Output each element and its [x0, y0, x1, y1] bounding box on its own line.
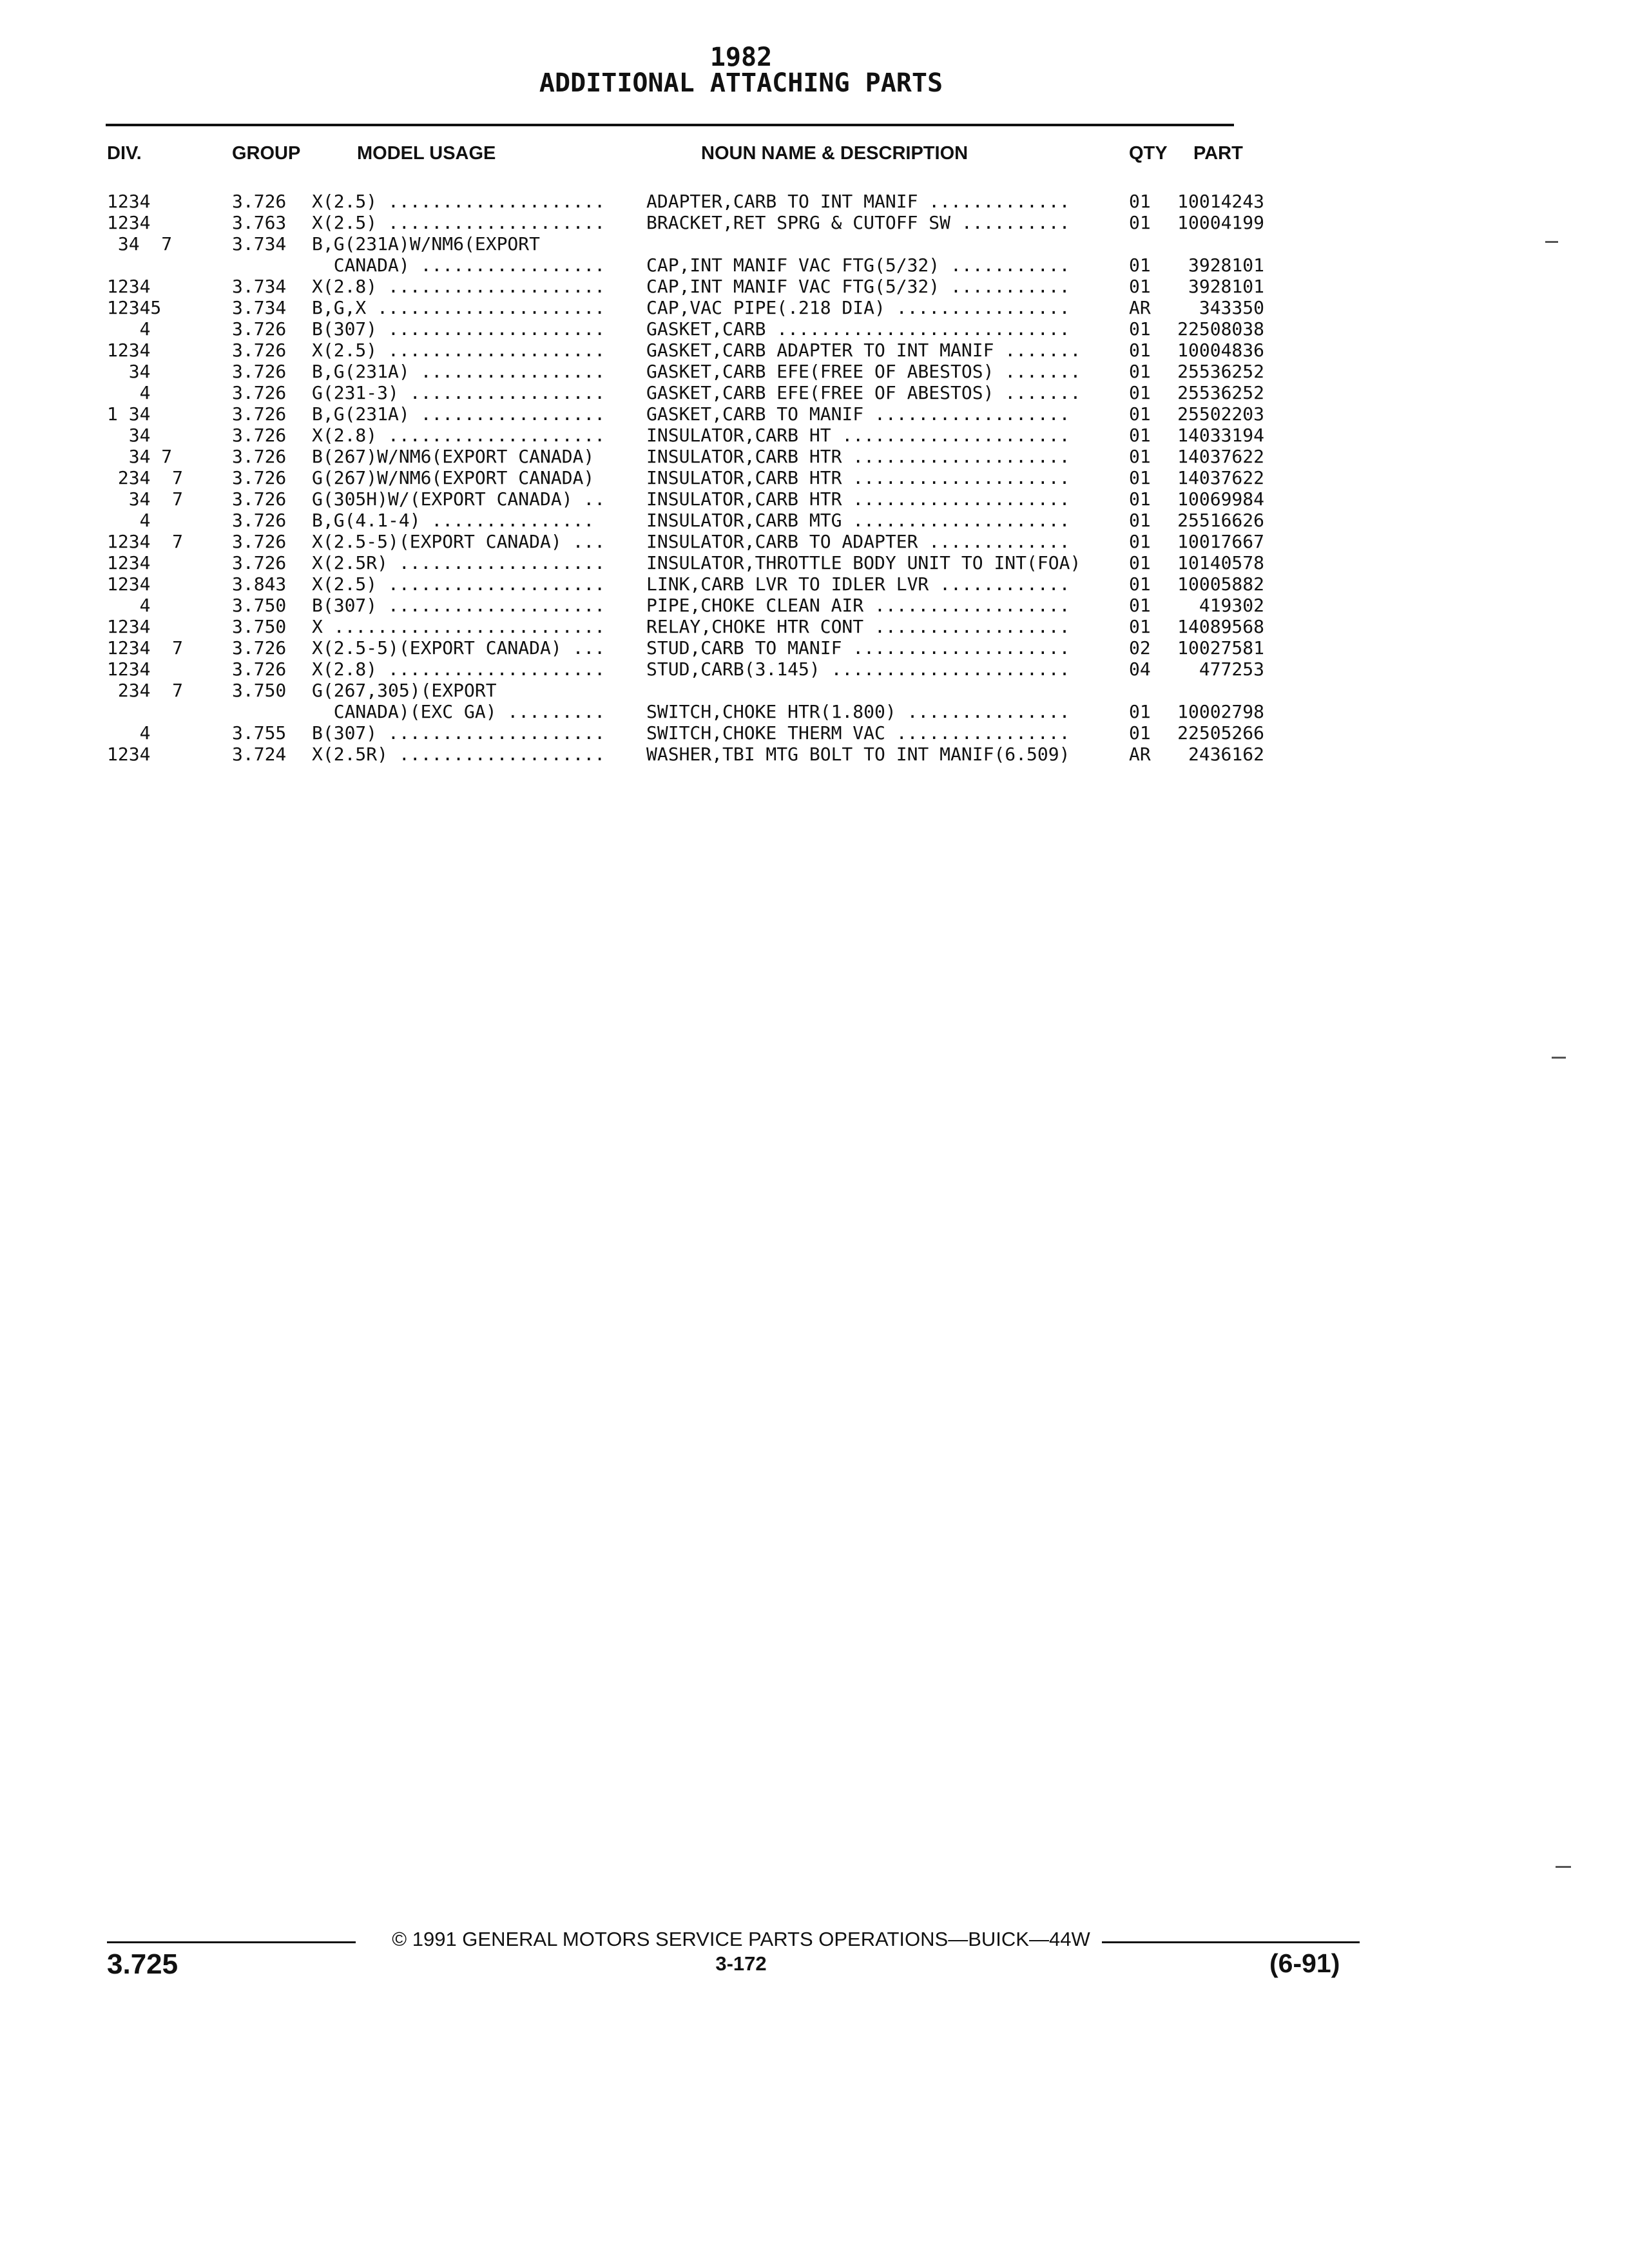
model-usage-cell: X(2.5-5)(EXPORT CANADA) ... — [312, 637, 606, 658]
part-number-cell: 10002798 — [1177, 701, 1264, 722]
table-row — [0, 318, 1353, 340]
model-usage-cell: X(2.5R) ................... — [312, 744, 606, 765]
part-number-cell: 10014243 — [1177, 191, 1264, 212]
part-number-cell: 3928101 — [1188, 276, 1264, 297]
qty-cell: 01 — [1129, 446, 1151, 467]
qty-cell: 01 — [1129, 191, 1151, 212]
part-number-cell: 10140578 — [1177, 552, 1264, 573]
model-usage-cell: B(267)W/NM6(EXPORT CANADA) — [312, 446, 595, 467]
description-cell: PIPE,CHOKE CLEAN AIR .................. — [646, 595, 1070, 616]
group-cell: 3.726 — [232, 361, 287, 382]
group-cell: 3.726 — [232, 425, 287, 446]
model-usage-cell: X(2.5R) ................... — [312, 552, 606, 573]
description-cell: INSULATOR,CARB HTR .................... — [646, 467, 1070, 488]
group-cell: 3.750 — [232, 680, 287, 701]
div-cell: 34 7 — [107, 446, 173, 467]
div-cell: 1234 7 — [107, 637, 184, 658]
div-cell: 1234 — [107, 744, 151, 765]
table-row — [0, 744, 1353, 765]
model-usage-cell: B(307) .................... — [312, 595, 606, 616]
table-row — [0, 616, 1353, 637]
qty-cell: 01 — [1129, 510, 1151, 531]
part-number-cell: 22508038 — [1177, 318, 1264, 340]
column-header-div: DIV. — [107, 143, 142, 164]
group-cell: 3.763 — [232, 212, 287, 233]
part-number-cell: 25502203 — [1177, 403, 1264, 425]
table-row — [0, 340, 1353, 361]
div-cell: 34 7 — [107, 233, 173, 255]
qty-cell: 01 — [1129, 616, 1151, 637]
qty-cell: 01 — [1129, 595, 1151, 616]
qty-cell: 01 — [1129, 701, 1151, 722]
table-row — [0, 467, 1353, 488]
model-usage-cell: G(267)W/NM6(EXPORT CANADA) — [312, 467, 595, 488]
model-usage-cell: B,G(4.1-4) ............... — [312, 510, 595, 531]
qty-cell: 01 — [1129, 552, 1151, 573]
description-cell: GASKET,CARB EFE(FREE OF ABESTOS) ....... — [646, 382, 1081, 403]
model-usage-cell: G(267,305)(EXPORT — [312, 680, 497, 701]
table-row — [0, 701, 1353, 722]
qty-cell: AR — [1129, 744, 1151, 765]
group-cell: 3.726 — [232, 658, 287, 680]
part-number-cell: 14037622 — [1177, 446, 1264, 467]
model-usage-cell: CANADA) ................. — [312, 255, 606, 276]
part-number-cell: 25536252 — [1177, 361, 1264, 382]
group-cell: 3.726 — [232, 552, 287, 573]
model-usage-cell: B,G(231A) ................. — [312, 361, 606, 382]
description-cell: GASKET,CARB TO MANIF .................. — [646, 403, 1070, 425]
model-usage-cell: X(2.8) .................... — [312, 425, 606, 446]
description-cell: INSULATOR,CARB MTG .................... — [646, 510, 1070, 531]
model-usage-cell: B,G,X ..................... — [312, 297, 606, 318]
div-cell: 1234 — [107, 276, 151, 297]
table-row — [0, 233, 1353, 255]
qty-cell: 01 — [1129, 573, 1151, 595]
group-cell: 3.726 — [232, 318, 287, 340]
table-row — [0, 191, 1353, 212]
qty-cell: 01 — [1129, 488, 1151, 510]
part-number-cell: 25536252 — [1177, 382, 1264, 403]
div-cell: 1234 — [107, 616, 151, 637]
model-usage-cell: X(2.5) .................... — [312, 191, 606, 212]
qty-cell: 04 — [1129, 658, 1151, 680]
table-row — [0, 510, 1353, 531]
description-cell: SWITCH,CHOKE HTR(1.800) ............... — [646, 701, 1070, 722]
div-cell: 1234 — [107, 191, 151, 212]
qty-cell: 01 — [1129, 467, 1151, 488]
description-cell: CAP,INT MANIF VAC FTG(5/32) ........... — [646, 276, 1070, 297]
div-cell: 1234 — [107, 658, 151, 680]
table-row — [0, 573, 1353, 595]
div-cell: 1234 7 — [107, 531, 184, 552]
model-usage-cell: X(2.5) .................... — [312, 340, 606, 361]
group-cell: 3.726 — [232, 340, 287, 361]
qty-cell: 01 — [1129, 722, 1151, 744]
div-cell: 1234 — [107, 212, 151, 233]
description-cell: BRACKET,RET SPRG & CUTOFF SW .......... — [646, 212, 1070, 233]
description-cell: CAP,INT MANIF VAC FTG(5/32) ........... — [646, 255, 1070, 276]
table-row — [0, 297, 1353, 318]
group-cell: 3.726 — [232, 467, 287, 488]
part-number-cell: 14033194 — [1177, 425, 1264, 446]
model-usage-cell: B,G(231A) ................. — [312, 403, 606, 425]
table-row — [0, 722, 1353, 744]
part-number-cell: 14089568 — [1177, 616, 1264, 637]
div-cell: 1234 — [107, 573, 151, 595]
part-number-cell: 10069984 — [1177, 488, 1264, 510]
description-cell: INSULATOR,CARB TO ADAPTER ............. — [646, 531, 1070, 552]
group-cell: 3.734 — [232, 233, 287, 255]
model-usage-cell: B(307) .................... — [312, 318, 606, 340]
div-cell: 4 — [107, 722, 151, 744]
description-cell: ADAPTER,CARB TO INT MANIF ............. — [646, 191, 1070, 212]
table-row — [0, 595, 1353, 616]
model-usage-cell: G(231-3) .................. — [312, 382, 606, 403]
group-cell: 3.726 — [232, 191, 287, 212]
parts-table — [0, 191, 1353, 765]
qty-cell: 01 — [1129, 531, 1151, 552]
table-row — [0, 658, 1353, 680]
group-cell: 3.726 — [232, 446, 287, 467]
qty-cell: 01 — [1129, 276, 1151, 297]
description-cell: GASKET,CARB ADAPTER TO INT MANIF ....... — [646, 340, 1081, 361]
div-cell: 4 — [107, 318, 151, 340]
model-usage-cell: X ......................... — [312, 616, 606, 637]
table-row — [0, 276, 1353, 297]
column-header-noun: NOUN NAME & DESCRIPTION — [701, 143, 969, 164]
table-row — [0, 382, 1353, 403]
qty-cell: 01 — [1129, 382, 1151, 403]
group-cell: 3.755 — [232, 722, 287, 744]
part-number-cell: 2436162 — [1188, 744, 1264, 765]
table-row — [0, 425, 1353, 446]
description-cell: RELAY,CHOKE HTR CONT .................. — [646, 616, 1070, 637]
margin-tick-mark — [1545, 241, 1558, 243]
footer-copyright: © 1991 GENERAL MOTORS SERVICE PARTS OPERATIONS—BUICK—44W — [392, 1928, 1090, 1950]
table-row — [0, 361, 1353, 382]
part-number-cell: 10004836 — [1177, 340, 1264, 361]
div-cell: 4 — [107, 510, 151, 531]
group-cell: 3.726 — [232, 403, 287, 425]
part-number-cell: 25516626 — [1177, 510, 1264, 531]
qty-cell: 01 — [1129, 340, 1151, 361]
qty-cell: AR — [1129, 297, 1151, 318]
description-cell: INSULATOR,THROTTLE BODY UNIT TO INT(FOA) — [646, 552, 1081, 573]
description-cell: INSULATOR,CARB HT ..................... — [646, 425, 1070, 446]
footer-rule-right — [1102, 1941, 1360, 1943]
div-cell: 234 7 — [107, 680, 184, 701]
description-cell: WASHER,TBI MTG BOLT TO INT MANIF(6.509) — [646, 744, 1070, 765]
group-cell: 3.726 — [232, 637, 287, 658]
part-number-cell: 477253 — [1199, 658, 1264, 680]
page-year: 1982 — [709, 43, 773, 72]
div-cell: 1234 — [107, 340, 151, 361]
qty-cell: 01 — [1129, 361, 1151, 382]
description-cell: STUD,CARB(3.145) ...................... — [646, 658, 1070, 680]
model-usage-cell: B,G(231A)W/NM6(EXPORT — [312, 233, 541, 255]
div-cell: 1234 — [107, 552, 151, 573]
div-cell: 34 — [107, 361, 151, 382]
part-number-cell: 10005882 — [1177, 573, 1264, 595]
part-number-cell: 22505266 — [1177, 722, 1264, 744]
description-cell: LINK,CARB LVR TO IDLER LVR ............ — [646, 573, 1070, 595]
description-cell: GASKET,CARB ........................... — [646, 318, 1070, 340]
group-cell: 3.724 — [232, 744, 287, 765]
description-cell: CAP,VAC PIPE(.218 DIA) ................ — [646, 297, 1070, 318]
table-row — [0, 446, 1353, 467]
column-header-part: PART — [1193, 143, 1243, 164]
div-cell: 1 34 — [107, 403, 151, 425]
model-usage-cell: CANADA)(EXC GA) ......... — [312, 701, 606, 722]
model-usage-cell: B(307) .................... — [312, 722, 606, 744]
column-header-model: MODEL USAGE — [357, 143, 496, 164]
qty-cell: 01 — [1129, 425, 1151, 446]
div-cell: 34 7 — [107, 488, 184, 510]
part-number-cell: 419302 — [1199, 595, 1264, 616]
table-row — [0, 255, 1353, 276]
qty-cell: 02 — [1129, 637, 1151, 658]
model-usage-cell: X(2.5) .................... — [312, 212, 606, 233]
qty-cell: 01 — [1129, 318, 1151, 340]
model-usage-cell: X(2.5) .................... — [312, 573, 606, 595]
footer-date: (6-91) — [1269, 1948, 1340, 1978]
description-cell: INSULATOR,CARB HTR .................... — [646, 446, 1070, 467]
part-number-cell: 343350 — [1199, 297, 1264, 318]
group-cell: 3.726 — [232, 510, 287, 531]
description-cell: STUD,CARB TO MANIF .................... — [646, 637, 1070, 658]
div-cell: 4 — [107, 382, 151, 403]
qty-cell: 01 — [1129, 255, 1151, 276]
part-number-cell: 3928101 — [1188, 255, 1264, 276]
footer-page-number: 3-172 — [715, 1952, 767, 1975]
table-row — [0, 531, 1353, 552]
div-cell: 4 — [107, 595, 151, 616]
group-cell: 3.750 — [232, 616, 287, 637]
group-cell: 3.734 — [232, 297, 287, 318]
margin-tick-mark — [1556, 1866, 1571, 1868]
table-row — [0, 637, 1353, 658]
div-cell: 34 — [107, 425, 151, 446]
qty-cell: 01 — [1129, 212, 1151, 233]
column-header-group: GROUP — [232, 143, 301, 164]
page-title: ADDITIONAL ATTACHING PARTS — [539, 68, 943, 98]
description-cell: SWITCH,CHOKE THERM VAC ................ — [646, 722, 1070, 744]
footer-section-number: 3.725 — [107, 1948, 178, 1980]
model-usage-cell: X(2.8) .................... — [312, 276, 606, 297]
qty-cell: 01 — [1129, 403, 1151, 425]
group-cell: 3.734 — [232, 276, 287, 297]
group-cell: 3.726 — [232, 382, 287, 403]
model-usage-cell: G(305H)W/(EXPORT CANADA) .. — [312, 488, 606, 510]
column-header-qty: QTY — [1129, 143, 1168, 164]
div-cell: 234 7 — [107, 467, 184, 488]
group-cell: 3.726 — [232, 531, 287, 552]
table-row — [0, 552, 1353, 573]
model-usage-cell: X(2.8) .................... — [312, 658, 606, 680]
group-cell: 3.843 — [232, 573, 287, 595]
table-row — [0, 488, 1353, 510]
description-cell: GASKET,CARB EFE(FREE OF ABESTOS) ....... — [646, 361, 1081, 382]
table-row — [0, 212, 1353, 233]
group-cell: 3.726 — [232, 488, 287, 510]
description-cell: INSULATOR,CARB HTR .................... — [646, 488, 1070, 510]
table-row — [0, 403, 1353, 425]
group-cell: 3.750 — [232, 595, 287, 616]
part-number-cell: 10027581 — [1177, 637, 1264, 658]
margin-tick-mark — [1552, 1057, 1566, 1059]
table-row — [0, 680, 1353, 701]
header-rule — [106, 124, 1234, 126]
part-number-cell: 10004199 — [1177, 212, 1264, 233]
part-number-cell: 14037622 — [1177, 467, 1264, 488]
part-number-cell: 10017667 — [1177, 531, 1264, 552]
div-cell: 12345 — [107, 297, 162, 318]
model-usage-cell: X(2.5-5)(EXPORT CANADA) ... — [312, 531, 606, 552]
